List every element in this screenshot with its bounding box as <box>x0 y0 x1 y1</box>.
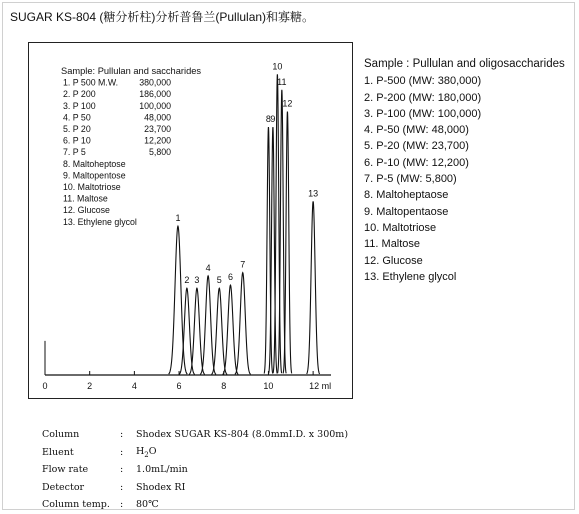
peak-4 <box>200 276 216 375</box>
inner-legend-item: 13. Ethylene glycol <box>63 216 137 227</box>
condition-separator: : <box>120 481 124 493</box>
peak-label: 11 <box>277 76 287 87</box>
chromatogram-svg <box>29 43 352 398</box>
inner-legend-item: 6. P 10 <box>63 135 91 146</box>
peak-label: 7 <box>240 259 246 270</box>
sample-legend-item: 12. Glucose <box>364 254 423 267</box>
sample-legend-item: 1. P-500 (MW: 380,000) <box>364 75 482 88</box>
x-tick-label: 4 <box>131 381 137 391</box>
sample-legend-item: 10. Maltotriose <box>364 221 437 234</box>
peak-label: 10 <box>272 61 283 72</box>
condition-row <box>42 426 348 444</box>
sample-legend-item: 11. Maltose <box>364 238 421 251</box>
x-tick-label: 6 <box>176 381 182 391</box>
condition-value-tail: O <box>148 445 157 457</box>
condition-separator: : <box>120 446 124 458</box>
x-tick-label: 8 <box>221 381 227 391</box>
peak-label: 3 <box>194 275 200 286</box>
chromatogram-chart <box>28 42 353 399</box>
page-title: SUGAR KS-804 (糖分析柱)分析普鲁兰(Pullulan)和寡糖。 <box>10 10 315 24</box>
inner-legend-item: 8. Maltoheptose <box>63 158 126 169</box>
condition-value-text: 80℃ <box>136 499 159 511</box>
sample-legend-item: 3. P-100 (MW: 100,000) <box>364 107 482 120</box>
sample-legend-item: 13. Ethylene glycol <box>364 270 457 283</box>
sample-legend-heading: Sample : Pullulan and oligosaccharides <box>364 58 565 70</box>
condition-value <box>136 444 348 462</box>
condition-value-text: H <box>136 445 145 457</box>
inner-legend-item: 12. Glucose <box>63 205 110 216</box>
x-tick-label: 12 ml <box>309 381 332 391</box>
peak-label: 9 <box>270 114 276 124</box>
inner-legend-item: 11. Maltose <box>63 193 108 204</box>
condition-key: Column temp. <box>42 499 110 511</box>
inner-legend-value: 12,200 <box>144 135 171 146</box>
sample-legend-item: 2. P-200 (MW: 180,000) <box>364 91 482 104</box>
inner-legend-item: 4. P 50 <box>63 112 91 123</box>
condition-row <box>42 444 348 462</box>
peak-6 <box>223 285 239 374</box>
peak-1 <box>169 226 188 374</box>
peak-label: 5 <box>216 275 222 286</box>
condition-value-text: Shodex SUGAR KS-804 (8.0mmI.D. x 300m) <box>136 429 349 441</box>
peak-label: 2 <box>184 275 190 286</box>
inner-legend-value: 23,700 <box>144 124 171 134</box>
inner-legend-value: 48,000 <box>144 112 171 123</box>
condition-row <box>42 479 348 497</box>
inner-legend-item: 7. P 5 <box>63 147 86 158</box>
condition-key: Eluent <box>42 446 74 458</box>
conditions-table <box>42 426 348 514</box>
condition-value-sub: 2 <box>144 450 149 459</box>
condition-separator: : <box>120 464 124 476</box>
sample-legend <box>364 56 565 285</box>
condition-value-text: 1.0mL/min <box>136 464 188 476</box>
inner-legend-heading: Sample: Pullulan and saccharides <box>61 66 202 76</box>
x-tick-label: 0 <box>42 381 48 391</box>
condition-key: Flow rate <box>42 464 89 476</box>
inner-legend-item: 5. P 20 <box>63 124 91 134</box>
inner-legend-value: 5,800 <box>148 147 171 158</box>
peak-12 <box>283 112 292 374</box>
condition-value <box>136 496 348 514</box>
peak-label: 4 <box>205 262 211 273</box>
inner-legend-value: 186,000 <box>139 89 171 100</box>
inner-legend-item: 3. P 100 <box>63 100 96 111</box>
peak-label: 6 <box>227 272 233 283</box>
inner-legend-item: 9. Maltopentose <box>63 170 126 181</box>
x-tick-label: 10 <box>263 381 274 391</box>
sample-legend-item: 7. P-5 (MW: 5,800) <box>364 173 457 186</box>
peak-label: 13 <box>308 188 319 199</box>
inner-legend-value: 380,000 <box>139 77 171 88</box>
condition-key: Detector <box>42 481 85 493</box>
sample-legend-item: 4. P-50 (MW: 48,000) <box>364 124 469 137</box>
condition-value <box>136 426 348 444</box>
condition-row <box>42 461 348 479</box>
condition-value <box>136 479 348 497</box>
sample-legend-item: 9. Maltopentaose <box>364 205 449 218</box>
peak-label: 8 <box>265 114 271 124</box>
peak-label: 12 <box>282 98 293 109</box>
sample-legend-item: 6. P-10 (MW: 12,200) <box>364 156 469 169</box>
condition-row <box>42 496 348 514</box>
inner-legend-item: 1. P 500 M.W. <box>63 77 119 88</box>
inner-legend-value: 100,000 <box>139 100 171 111</box>
condition-value <box>136 461 348 479</box>
condition-key: Column <box>42 429 80 441</box>
peak-5 <box>211 288 227 374</box>
peak-7 <box>235 273 251 375</box>
inner-legend-item: 10. Maltotriose <box>63 182 121 192</box>
peak-13 <box>307 201 320 374</box>
sample-legend-item: 8. Maltoheptaose <box>364 189 449 202</box>
inner-legend-item: 2. P 200 <box>63 89 96 100</box>
peak-label: 1 <box>175 213 181 224</box>
sample-legend-list <box>364 73 565 285</box>
sample-legend-item: 5. P-20 (MW: 23,700) <box>364 140 469 153</box>
condition-separator: : <box>120 429 124 441</box>
x-tick-label: 2 <box>87 381 93 391</box>
condition-separator: : <box>120 499 124 511</box>
condition-value-text: Shodex RI <box>136 481 186 493</box>
